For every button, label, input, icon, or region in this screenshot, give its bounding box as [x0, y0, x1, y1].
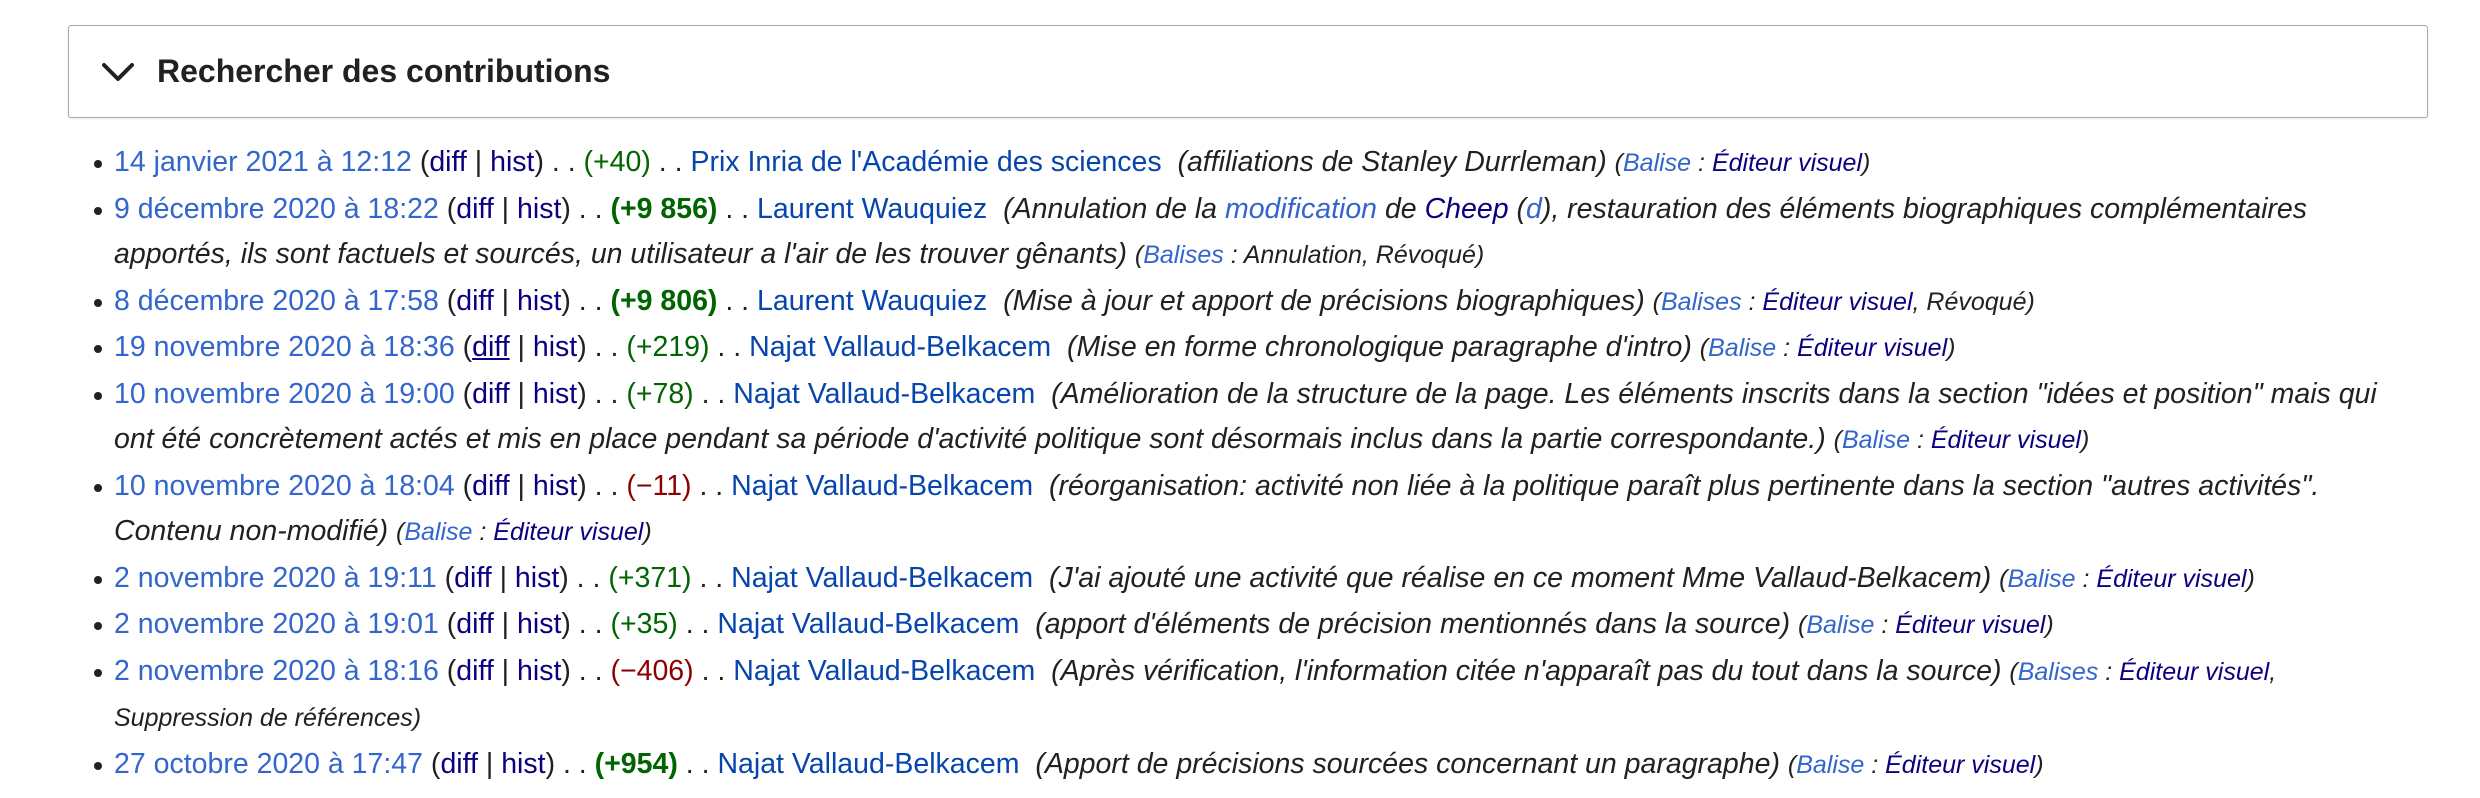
tags-label-link[interactable]: Balise	[1806, 611, 1875, 639]
list-item: 14 janvier 2021 à 12:12 (diff | hist) . . (+40) . . Prix Inria de l'Académie des sciences (affiliations de Stanley Durrleman) (Balise : Éditeur visuel)	[114, 140, 2480, 187]
list-item: 2 novembre 2020 à 19:11 (diff | hist) . . (+371) . . Najat Vallaud-Belkacem (J'ai ajouté une activité que réalise en ce moment Mme Vallaud-Belkacem) (Balise : Éditeur visuel)	[114, 556, 2480, 603]
edit-summary	[1049, 562, 1991, 594]
size-change: (+9 806)	[610, 284, 718, 317]
separator: |	[493, 284, 518, 317]
list-item: 19 novembre 2020 à 18:36 (diff | hist) . . (+219) . . Najat Vallaud-Belkacem (Mise en forme chronologique paragraphe d'intro) (Balise : Éditeur visuel)	[114, 325, 2480, 372]
tags-label-link[interactable]: Balises	[1143, 241, 1224, 269]
summary-text: (réorganisation: activité non liée à la politique paraît plus pertinente dans la section "autres activités". Contenu non-modifié)	[114, 469, 2320, 547]
page-title-link[interactable]: Najat Vallaud-Belkacem	[733, 377, 1036, 410]
tags: (Balise : Éditeur visuel)	[1699, 334, 1956, 362]
summary-text: (Apport de précisions sourcées concernant un paragraphe)	[1035, 747, 1780, 780]
list-item: 27 octobre 2020 à 17:47 (diff | hist) . . (+954) . . Najat Vallaud-Belkacem (Apport de précisions sourcées concernant un paragraphe) (Balise : Éditeur visuel)	[114, 742, 2480, 789]
edit-summary	[1067, 331, 1692, 363]
list-item: 10 novembre 2020 à 18:04 (diff | hist) . . (−11) . . Najat Vallaud-Belkacem (réorganisation: activité non liée à la politique paraît plus pertinente dans la section "autres activités". Contenu non-modifié) (Balise : Éditeur visuel)	[114, 464, 2480, 556]
tag-link[interactable]: Éditeur visuel	[1930, 426, 2081, 454]
diff-link[interactable]: diff	[472, 331, 510, 363]
size-change: (+78)	[626, 377, 694, 410]
hist-link[interactable]: hist	[517, 284, 562, 317]
summary-text: (Mise à jour et apport de précisions biographiques)	[1003, 284, 1645, 317]
summary-text: (	[1508, 192, 1526, 225]
summary-text: de	[1377, 192, 1425, 225]
summary-text: (apport d'éléments de précision mentionnés dans la source)	[1035, 608, 1791, 640]
list-item: 9 décembre 2020 à 18:22 (diff | hist) . . (+9 856) . . Laurent Wauquiez (Annulation de la modification de Cheep (d), restauration des éléments biographiques complémentaires apportés, ils sont factuels et sourcés, un utilisateur a l'air de les trouver gênants) (Balises : Annulation, Révoqué)	[114, 187, 2480, 279]
contrib-date-link[interactable]: 10 novembre 2020 à 18:04	[114, 469, 455, 502]
tag-link[interactable]: Éditeur visuel	[493, 518, 644, 546]
tags-label-link[interactable]: Balise	[1796, 750, 1865, 779]
page-title-link[interactable]: Najat Vallaud-Belkacem	[749, 331, 1052, 363]
page-title-link[interactable]: Laurent Wauquiez	[757, 284, 988, 317]
page-title-link[interactable]: Najat Vallaud-Belkacem	[731, 561, 1034, 594]
size-change: (+40)	[583, 146, 651, 178]
tags-label-link[interactable]: Balise	[404, 518, 473, 546]
tag-text: Annulation	[1243, 241, 1362, 269]
contrib-date-link[interactable]: 27 octobre 2020 à 17:47	[114, 747, 424, 780]
edit-summary	[1035, 608, 1790, 640]
summary-link[interactable]: Cheep	[1424, 192, 1509, 225]
summary-text: ), restauration des éléments biographiques complémentaires apportés, ils sont factuels et sourcés, un utilisateur a l'air de les trouver gênants)	[114, 192, 2308, 270]
tags-label-link[interactable]: Balise	[1623, 149, 1692, 177]
tag-link[interactable]: Éditeur visuel	[1797, 334, 1948, 362]
hist-link[interactable]: hist	[514, 561, 560, 594]
size-change: (−11)	[626, 469, 692, 502]
separator: |	[509, 469, 533, 502]
tag-link[interactable]: Éditeur visuel	[1895, 611, 2046, 639]
tag-text: Révoqué	[1926, 287, 2027, 316]
diff-link[interactable]: diff	[456, 284, 494, 317]
tags: (Balises : Éditeur visuel, Suppression de références)	[114, 657, 2277, 732]
search-contributions-toggle[interactable]	[68, 25, 2428, 118]
tag-link[interactable]: Éditeur visuel	[1885, 750, 2036, 779]
page-title-link[interactable]: Najat Vallaud-Belkacem	[733, 654, 1036, 687]
diff-link[interactable]: diff	[429, 146, 467, 178]
list-item: 2 novembre 2020 à 19:01 (diff | hist) . . (+35) . . Najat Vallaud-Belkacem (apport d'éléments de précision mentionnés dans la source) (Balise : Éditeur visuel)	[114, 602, 2480, 649]
contributions-list	[0, 140, 2480, 788]
tag-text: Suppression de références	[114, 704, 413, 732]
separator: |	[509, 377, 533, 410]
diff-link[interactable]: diff	[456, 608, 494, 640]
edit-summary	[1051, 655, 2001, 687]
summary-text: (Après vérification, l'information citée n'apparaît pas du tout dans la source)	[1051, 654, 2002, 687]
summary-text: (Amélioration de la structure de la page. Les éléments inscrits dans la section "idées et position" mais qui ont été concrètement actés et mis en place pendant sa période d'activité politique sont désormais inclus dans la partie correspondante.)	[114, 377, 2377, 455]
summary-text: (affiliations de Stanley Durrleman)	[1177, 146, 1607, 178]
hist-link[interactable]: hist	[532, 377, 578, 410]
list-item: 10 novembre 2020 à 19:00 (diff | hist) . . (+78) . . Najat Vallaud-Belkacem (Amélioration de la structure de la page. Les éléments inscrits dans la section "idées et position" mais qui ont été concrètement actés et mis en place pendant sa période d'activité politique sont désormais inclus dans la partie correspondante.) (Balise : Éditeur visuel)	[114, 372, 2480, 464]
tags: (Balises : Éditeur visuel, Révoqué)	[1652, 287, 2035, 316]
edit-summary	[1035, 748, 1780, 780]
contrib-date-link[interactable]: 19 novembre 2020 à 18:36	[114, 331, 455, 363]
diff-link[interactable]: diff	[440, 747, 478, 780]
hist-link[interactable]: hist	[501, 747, 546, 780]
tags-label-link[interactable]: Balise	[1708, 334, 1777, 362]
separator: |	[493, 654, 518, 687]
contrib-date-link[interactable]: 2 novembre 2020 à 18:16	[114, 654, 439, 687]
page-title-link[interactable]: Najat Vallaud-Belkacem	[717, 747, 1020, 780]
tags: (Balise : Éditeur visuel)	[1797, 611, 2054, 639]
tags: (Balise : Éditeur visuel)	[1614, 149, 1871, 177]
tag-link[interactable]: Éditeur visuel	[2096, 564, 2247, 593]
tag-text: Révoqué	[1375, 241, 1476, 269]
tags: (Balises : Annulation, Révoqué)	[1134, 241, 1485, 269]
tags: (Balise : Éditeur visuel)	[396, 518, 652, 546]
contrib-date-link[interactable]: 2 novembre 2020 à 19:01	[114, 608, 439, 640]
contrib-date-link[interactable]: 2 novembre 2020 à 19:11	[114, 561, 437, 594]
contrib-date-link[interactable]: 8 décembre 2020 à 17:58	[114, 284, 439, 317]
hist-link[interactable]: hist	[490, 146, 535, 178]
summary-link[interactable]: modification	[1224, 192, 1378, 225]
edit-summary	[1003, 285, 1645, 317]
hist-link[interactable]: hist	[517, 192, 562, 225]
diff-link[interactable]: diff	[456, 192, 494, 225]
summary-text: (Annulation de la	[1003, 192, 1225, 225]
diff-link[interactable]: diff	[456, 654, 494, 687]
size-change: (+371)	[608, 561, 692, 594]
separator: |	[509, 331, 533, 363]
tags-label-link[interactable]: Balises	[2017, 657, 2099, 686]
separator: |	[466, 146, 491, 178]
list-item: 2 novembre 2020 à 18:16 (diff | hist) . . (−406) . . Najat Vallaud-Belkacem (Après vérification, l'information citée n'apparaît pas du tout dans la source) (Balises : Éditeur visuel, Suppression de références)	[114, 649, 2480, 742]
page-title-link[interactable]: Najat Vallaud-Belkacem	[717, 608, 1020, 640]
tags: (Balise : Éditeur visuel)	[1999, 564, 2255, 593]
summary-text: (Mise en forme chronologique paragraphe d'intro)	[1067, 331, 1692, 363]
tag-link[interactable]: Éditeur visuel	[1711, 149, 1863, 177]
separator: |	[493, 608, 518, 640]
size-change: (+9 856)	[610, 192, 718, 225]
size-change: (+35)	[610, 608, 678, 640]
diff-link[interactable]: diff	[472, 469, 510, 502]
size-change: (+219)	[626, 331, 710, 363]
separator: |	[491, 561, 515, 594]
tags-label-link[interactable]: Balise	[1841, 426, 1911, 454]
tags: (Balise : Éditeur visuel)	[1787, 750, 2044, 779]
chevron-down-icon	[101, 60, 137, 84]
tags-label-link[interactable]: Balise	[2007, 564, 2076, 593]
hist-link[interactable]: hist	[517, 654, 562, 687]
hist-link[interactable]: hist	[532, 331, 578, 363]
tags-label-link[interactable]: Balises	[1660, 287, 1742, 316]
page-title-link[interactable]: Laurent Wauquiez	[757, 192, 988, 225]
summary-text: (J'ai ajouté une activité que réalise en ce moment Mme Vallaud-Belkacem)	[1049, 561, 1992, 594]
contrib-date-link[interactable]: 14 janvier 2021 à 12:12	[114, 146, 412, 178]
diff-link[interactable]: diff	[454, 561, 492, 594]
diff-link[interactable]: diff	[472, 377, 510, 410]
size-change: (−406)	[610, 654, 694, 687]
hist-link[interactable]: hist	[532, 469, 578, 502]
contrib-date-link[interactable]: 9 décembre 2020 à 18:22	[114, 192, 439, 225]
size-change: (+954)	[594, 747, 678, 780]
tag-link[interactable]: Éditeur visuel	[2119, 657, 2270, 686]
separator: |	[493, 192, 518, 225]
page-title-link[interactable]: Prix Inria de l'Académie des sciences	[690, 146, 1162, 178]
list-item: 8 décembre 2020 à 17:58 (diff | hist) . . (+9 806) . . Laurent Wauquiez (Mise à jour et apport de précisions biographiques) (Balises : Éditeur visuel, Révoqué)	[114, 279, 2480, 326]
page-title-link[interactable]: Najat Vallaud-Belkacem	[731, 469, 1034, 502]
tags: (Balise : Éditeur visuel)	[1833, 426, 2090, 454]
search-title: Rechercher des contributions	[157, 53, 611, 89]
summary-link[interactable]: d	[1525, 192, 1542, 225]
hist-link[interactable]: hist	[517, 608, 562, 640]
separator: |	[477, 747, 502, 780]
tag-link[interactable]: Éditeur visuel	[1762, 287, 1913, 316]
contrib-date-link[interactable]: 10 novembre 2020 à 19:00	[114, 377, 455, 410]
edit-summary	[1177, 146, 1606, 178]
